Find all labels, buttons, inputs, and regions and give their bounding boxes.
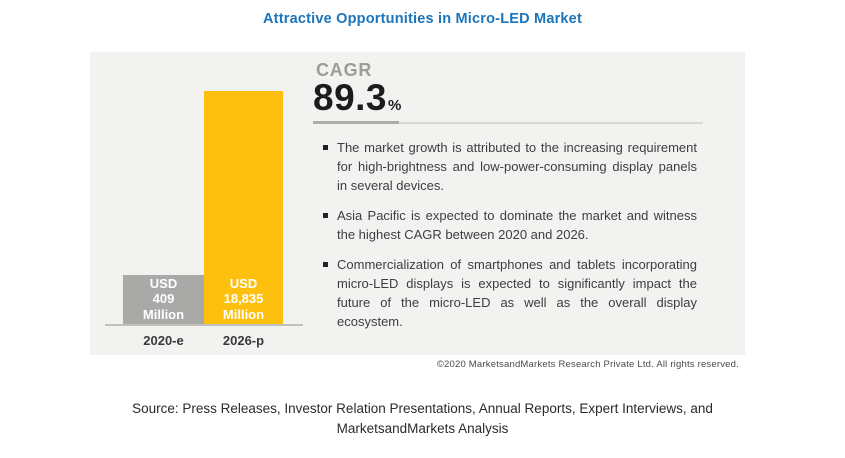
x-axis-label-2020e: 2020-e — [143, 333, 184, 348]
bar-2020e-value-label — [143, 276, 184, 326]
bullet-text: Asia Pacific is expected to dominate the market and witness the highest CAGR between 2020 and 2026. — [337, 208, 697, 242]
copyright-notice: ©2020 MarketsandMarkets Research Private Ltd. All rights reserved. — [436, 359, 739, 370]
source-attribution — [0, 399, 845, 439]
bar-value-line: Million — [222, 306, 265, 322]
cagr-number: 89.3 — [313, 77, 388, 118]
x-axis-label-2026p: 2026-p — [222, 333, 265, 348]
key-points-list — [323, 138, 697, 342]
bar-value-line: USD — [229, 275, 258, 291]
divider-accent-segment — [313, 121, 399, 124]
cagr-value — [313, 77, 402, 119]
bar-value-line: 409 — [152, 291, 175, 306]
bullet-square-icon — [323, 213, 328, 218]
bullet-text: The market growth is attributed to the increasing requirement for high-brightness and low-power-consuming display panels in several devices. — [337, 140, 697, 193]
divider-line — [313, 122, 703, 124]
bullet-text: Commercialization of smartphones and tablets incorporating micro-LED displays is expected to significantly impact the future of the micro-LED as well as the overall display ecosystem. — [337, 257, 697, 329]
cagr-label: CAGR — [316, 60, 373, 80]
x-axis-line — [105, 324, 303, 326]
bar-2020e — [123, 275, 204, 325]
bullet-square-icon — [323, 145, 328, 150]
bar-2026p — [204, 91, 283, 325]
chart-title: Attractive Opportunities in Micro-LED Market — [263, 11, 582, 27]
percent-sign: % — [388, 97, 402, 114]
list-item — [323, 255, 697, 331]
source-line: MarketsandMarkets Analysis — [336, 421, 509, 436]
chart-panel — [90, 52, 745, 355]
source-line: Source: Press Releases, Investor Relation Presentations, Annual Reports, Expert Interviews, and — [132, 401, 713, 416]
bar-value-line: Million — [142, 306, 185, 322]
bar-value-line: 18,835 — [223, 291, 264, 306]
bullet-square-icon — [323, 262, 328, 267]
list-item — [323, 206, 697, 244]
bar-2026p-value-label — [223, 276, 264, 326]
bar-value-line: USD — [149, 275, 178, 291]
list-item — [323, 138, 697, 195]
